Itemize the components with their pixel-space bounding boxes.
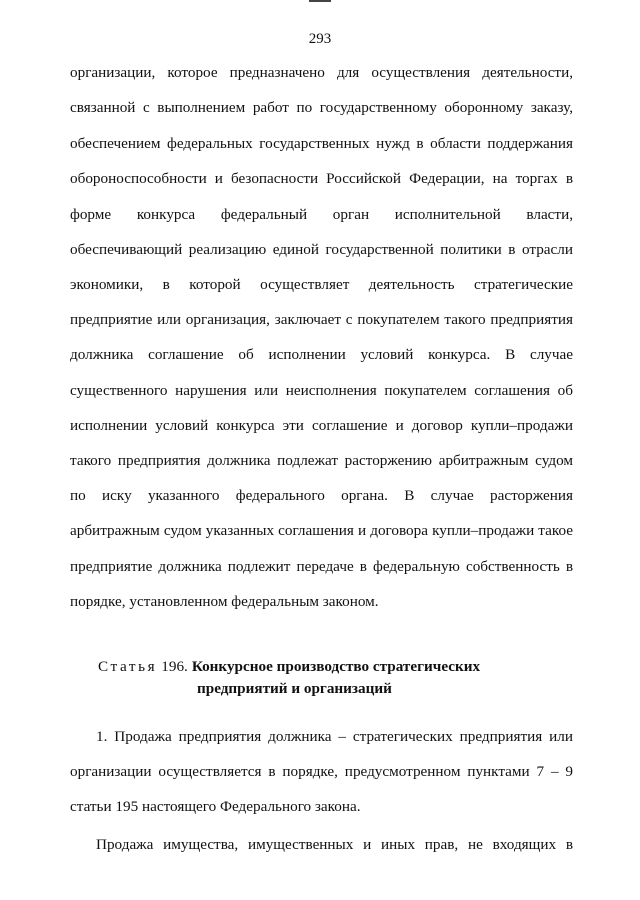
page-number: 293	[308, 31, 332, 47]
text-line: организации осуществляется в порядке, предусмотренном пунктами 7 – 9	[70, 763, 573, 780]
text-line: статьи 195 настоящего Федерального закона.	[70, 798, 361, 815]
article-title: Конкурсное производство стратегических	[191, 658, 481, 675]
text-line: обеспечением федеральных государственных нужд в области поддержания	[70, 135, 573, 152]
text-line: должника соглашение об исполнении условий конкурса. В случае	[70, 346, 573, 363]
text-line: форме конкурса федеральный орган исполнительной власти,	[70, 206, 573, 223]
text-line: существенного нарушения или неисполнения покупателем соглашения об	[70, 382, 573, 399]
text-line: предприятие должника подлежит передаче в федеральную собственность в	[70, 558, 573, 575]
article-title-continuation: предприятий и организаций	[197, 680, 392, 697]
text-line: по иску указанного федерального органа. В случае расторжения	[70, 487, 573, 504]
text-line: арбитражным судом указанных соглашения и договора купли–продажи такое	[70, 522, 573, 539]
text-line: исполнении условий конкурса эти соглашение и договор купли–продажи	[70, 417, 573, 434]
text-line: такого предприятия должника подлежат расторжению арбитражным судом	[70, 452, 573, 469]
text-line: обеспечивающий реализацию единой государственной политики в отрасли	[70, 241, 573, 258]
top-edge-mark	[309, 0, 331, 2]
text-line: организации, которое предназначено для осуществления деятельности,	[70, 64, 573, 81]
text-line: предприятие или организация, заключает с покупателем такого предприятия	[70, 311, 573, 328]
text-line: Продажа имущества, имущественных и иных прав, не входящих в	[96, 836, 573, 853]
article-heading-line	[98, 656, 568, 678]
article-number: 196.	[161, 658, 188, 675]
text-line: связанной с выполнением работ по государственному оборонному заказу,	[70, 99, 573, 116]
text-line: порядке, установленном федеральным законом.	[70, 593, 379, 610]
text-line: экономики, в которой осуществляет деятельность стратегические	[70, 276, 573, 293]
article-label: Статья	[98, 658, 158, 675]
text-line: обороноспособности и безопасности Российской Федерации, на торгах в	[70, 170, 573, 187]
text-line: 1. Продажа предприятия должника – стратегических предприятия или	[96, 728, 573, 745]
